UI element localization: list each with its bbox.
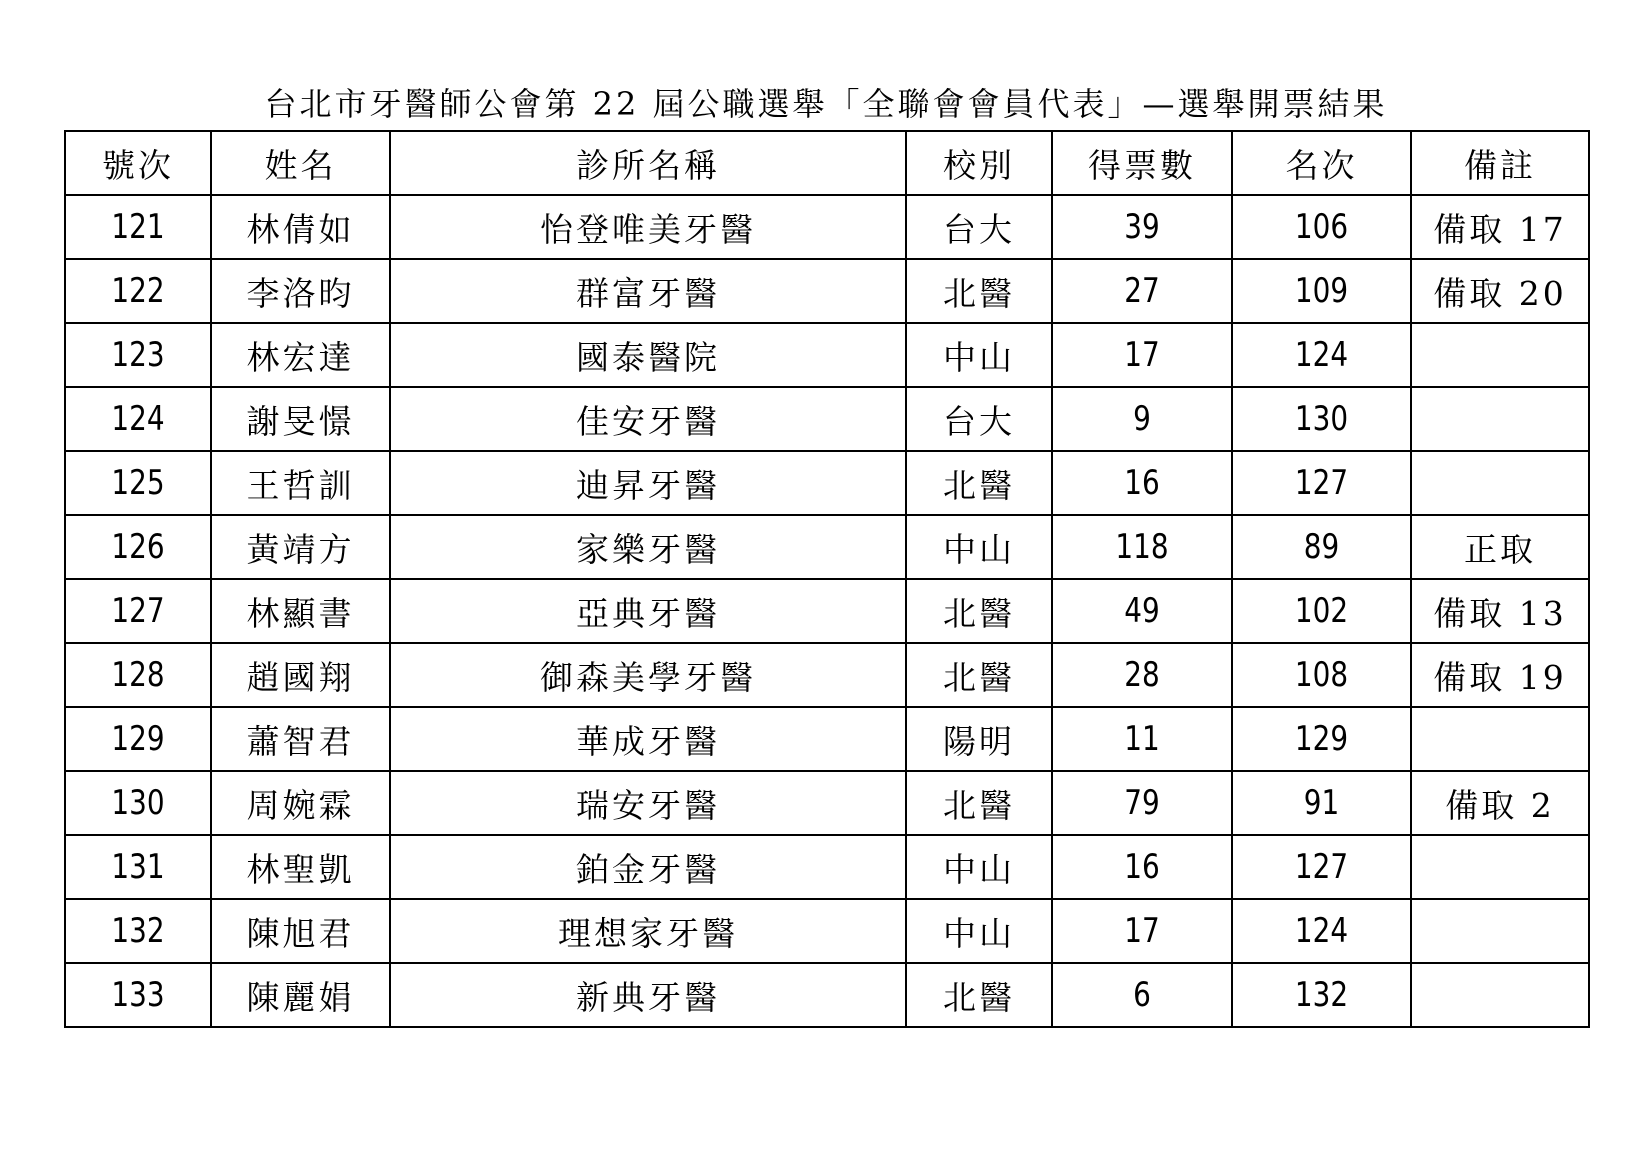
cell-votes: 6 — [1068, 963, 1216, 1027]
cell-note: 備取 2 — [1411, 771, 1589, 835]
cell-rank: 124 — [1248, 899, 1395, 963]
cell-votes: 17 — [1068, 899, 1216, 963]
cell-number: 127 — [78, 579, 198, 643]
header-rank: 名次 — [1232, 131, 1411, 195]
cell-votes: 49 — [1068, 579, 1216, 643]
cell-rank: 129 — [1248, 707, 1395, 771]
cell-clinic: 理想家牙醫 — [390, 899, 906, 963]
cell-votes: 27 — [1068, 259, 1216, 323]
cell-note: 備取 13 — [1411, 579, 1589, 643]
table-row — [65, 323, 1589, 387]
table-row — [65, 643, 1589, 707]
header-name: 姓名 — [211, 131, 390, 195]
cell-rank: 91 — [1248, 771, 1395, 835]
table-row — [65, 387, 1589, 451]
cell-number: 125 — [78, 451, 198, 515]
cell-school: 北醫 — [906, 451, 1052, 515]
cell-number: 129 — [78, 707, 198, 771]
table-row — [65, 259, 1589, 323]
cell-school: 北醫 — [906, 643, 1052, 707]
cell-name: 王哲訓 — [211, 451, 390, 515]
cell-rank: 127 — [1248, 835, 1395, 899]
cell-school: 北醫 — [906, 963, 1052, 1027]
cell-rank: 127 — [1248, 451, 1395, 515]
table-row — [65, 451, 1589, 515]
cell-school: 北醫 — [906, 771, 1052, 835]
cell-school: 中山 — [906, 515, 1052, 579]
header-number: 號次 — [65, 131, 211, 195]
cell-school: 北醫 — [906, 579, 1052, 643]
cell-votes: 16 — [1068, 451, 1216, 515]
cell-note — [1411, 899, 1589, 963]
cell-votes: 11 — [1068, 707, 1216, 771]
cell-note — [1411, 835, 1589, 899]
cell-votes: 28 — [1068, 643, 1216, 707]
cell-clinic: 鉑金牙醫 — [390, 835, 906, 899]
cell-votes: 39 — [1068, 195, 1216, 259]
table-row — [65, 963, 1589, 1027]
cell-name: 陳旭君 — [211, 899, 390, 963]
header-row — [65, 131, 1589, 195]
cell-rank: 109 — [1248, 259, 1395, 323]
election-results-table — [64, 130, 1590, 1028]
cell-name: 周婉霖 — [211, 771, 390, 835]
cell-school: 中山 — [906, 323, 1052, 387]
cell-number: 131 — [78, 835, 198, 899]
cell-rank: 106 — [1248, 195, 1395, 259]
cell-clinic: 瑞安牙醫 — [390, 771, 906, 835]
cell-number: 123 — [78, 323, 198, 387]
cell-votes: 9 — [1068, 387, 1216, 451]
cell-number: 130 — [78, 771, 198, 835]
table-row — [65, 899, 1589, 963]
cell-clinic: 華成牙醫 — [390, 707, 906, 771]
cell-name: 趙國翔 — [211, 643, 390, 707]
cell-clinic: 新典牙醫 — [390, 963, 906, 1027]
table-row — [65, 771, 1589, 835]
cell-number: 132 — [78, 899, 198, 963]
cell-clinic: 家樂牙醫 — [390, 515, 906, 579]
table-row — [65, 579, 1589, 643]
cell-rank: 130 — [1248, 387, 1395, 451]
cell-name: 李洛昀 — [211, 259, 390, 323]
table-row — [65, 835, 1589, 899]
cell-note — [1411, 707, 1589, 771]
header-clinic: 診所名稱 — [390, 131, 906, 195]
header-note: 備註 — [1411, 131, 1589, 195]
cell-rank: 124 — [1248, 323, 1395, 387]
cell-rank: 102 — [1248, 579, 1395, 643]
cell-number: 128 — [78, 643, 198, 707]
cell-name: 林顯書 — [211, 579, 390, 643]
cell-rank: 108 — [1248, 643, 1395, 707]
cell-clinic: 群富牙醫 — [390, 259, 906, 323]
cell-rank: 132 — [1248, 963, 1395, 1027]
cell-number: 122 — [78, 259, 198, 323]
cell-note — [1411, 451, 1589, 515]
header-school: 校別 — [906, 131, 1052, 195]
cell-name: 林宏達 — [211, 323, 390, 387]
header-votes: 得票數 — [1052, 131, 1232, 195]
cell-number: 133 — [78, 963, 198, 1027]
cell-school: 台大 — [906, 387, 1052, 451]
cell-name: 林倩如 — [211, 195, 390, 259]
cell-note: 備取 17 — [1411, 195, 1589, 259]
cell-school: 中山 — [906, 899, 1052, 963]
cell-rank: 89 — [1248, 515, 1395, 579]
cell-name: 謝旻憬 — [211, 387, 390, 451]
cell-note: 正取 — [1411, 515, 1589, 579]
cell-note: 備取 19 — [1411, 643, 1589, 707]
cell-note: 備取 20 — [1411, 259, 1589, 323]
cell-clinic: 國泰醫院 — [390, 323, 906, 387]
cell-number: 124 — [78, 387, 198, 451]
table-row — [65, 707, 1589, 771]
cell-note — [1411, 963, 1589, 1027]
table-row — [65, 195, 1589, 259]
cell-school: 北醫 — [906, 259, 1052, 323]
cell-name: 黃靖方 — [211, 515, 390, 579]
cell-clinic: 御森美學牙醫 — [390, 643, 906, 707]
cell-name: 林聖凱 — [211, 835, 390, 899]
cell-clinic: 亞典牙醫 — [390, 579, 906, 643]
cell-clinic: 怡登唯美牙醫 — [390, 195, 906, 259]
cell-number: 121 — [78, 195, 198, 259]
cell-clinic: 佳安牙醫 — [390, 387, 906, 451]
cell-votes: 16 — [1068, 835, 1216, 899]
cell-clinic: 迪昇牙醫 — [390, 451, 906, 515]
cell-school: 台大 — [906, 195, 1052, 259]
cell-votes: 79 — [1068, 771, 1216, 835]
table-row — [65, 515, 1589, 579]
cell-note — [1411, 387, 1589, 451]
cell-school: 陽明 — [906, 707, 1052, 771]
cell-votes: 118 — [1068, 515, 1216, 579]
cell-school: 中山 — [906, 835, 1052, 899]
cell-name: 蕭智君 — [211, 707, 390, 771]
page-title: 台北市牙醫師公會第 22 屆公職選舉「全聯會會員代表」—選舉開票結果 — [264, 85, 1388, 123]
cell-number: 126 — [78, 515, 198, 579]
cell-note — [1411, 323, 1589, 387]
cell-votes: 17 — [1068, 323, 1216, 387]
cell-name: 陳麗娟 — [211, 963, 390, 1027]
